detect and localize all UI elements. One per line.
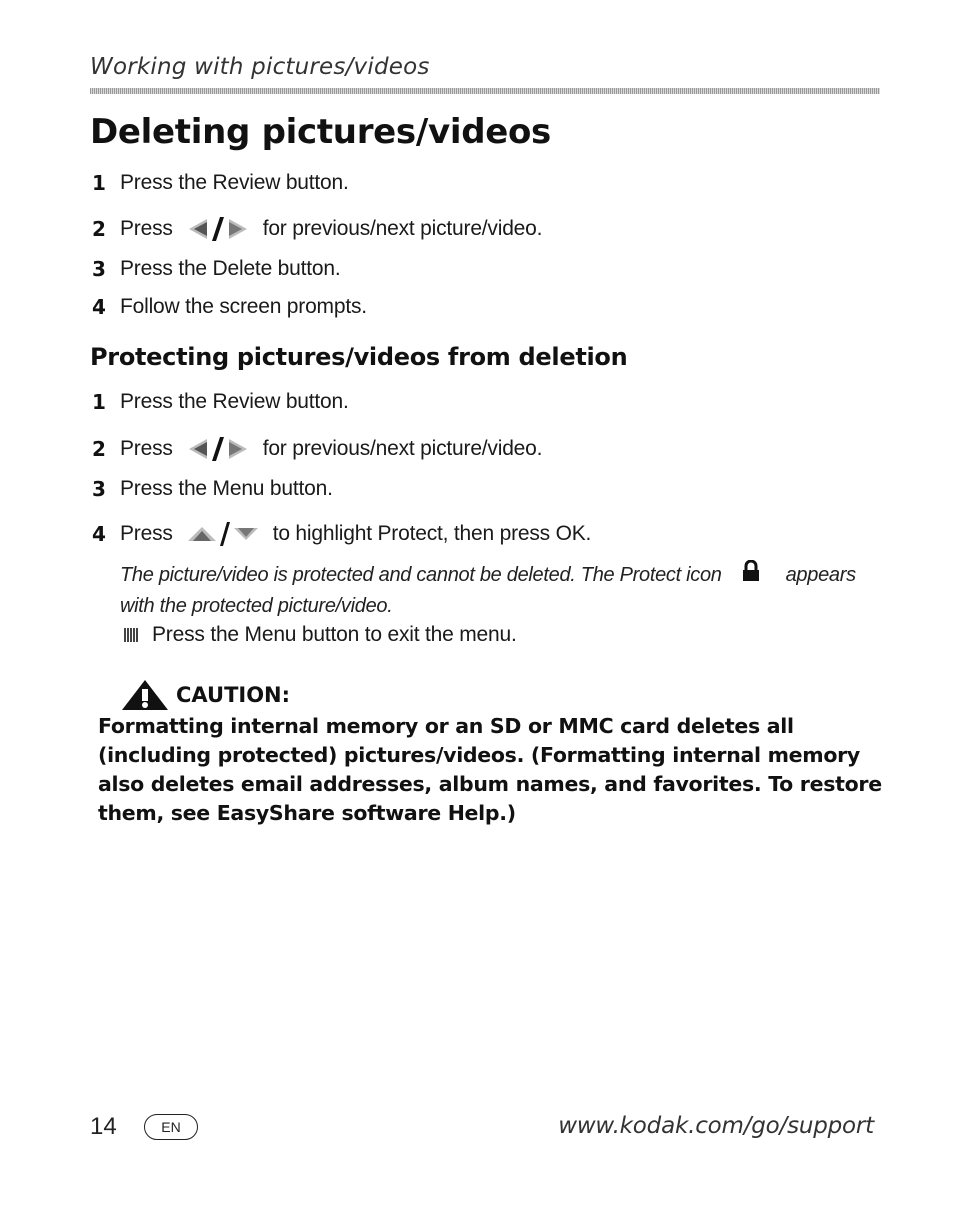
step-text-after: for previous/next picture/video.: [262, 437, 543, 460]
left-arrow-icon: [187, 217, 209, 241]
right-arrow-icon: [227, 217, 249, 241]
slash-icon: [219, 521, 231, 547]
step-text-before: Press: [120, 522, 173, 545]
step-number: 4: [92, 295, 106, 319]
page-title: Deleting pictures/videos: [90, 112, 551, 152]
protect-step-3: [92, 474, 333, 504]
protect-step-4: [92, 519, 591, 549]
header-rule: [90, 88, 880, 94]
step-text: Press the Menu button.: [120, 477, 333, 500]
caution-header: [120, 678, 290, 712]
step-number: 1: [92, 171, 106, 195]
slash-icon: [211, 216, 225, 242]
delete-step-3: [92, 254, 341, 284]
protect-step-2: [92, 434, 542, 464]
note-text-part1: The picture/video is protected and cannot be deleted. The Protect icon: [120, 564, 722, 586]
note-text-part2: appears with the protected picture/video.: [120, 564, 856, 618]
section-header: Working with pictures/videos: [90, 54, 430, 80]
bullet-icon: [124, 628, 138, 642]
up-arrow-icon: [187, 526, 217, 542]
up-down-arrows-icon: [187, 521, 259, 547]
left-right-arrows-icon: [187, 436, 249, 462]
section-title-protecting: Protecting pictures/videos from deletion: [90, 343, 628, 371]
left-arrow-icon: [187, 437, 209, 461]
page-number: 14: [90, 1113, 117, 1140]
step-number: 3: [92, 477, 106, 501]
bullet-text: Press the Menu button to exit the menu.: [152, 623, 517, 646]
language-badge: EN: [144, 1114, 198, 1140]
caution-heading: CAUTION:: [176, 683, 291, 707]
bullet-item: [120, 623, 517, 647]
support-url: www.kodak.com/go/support: [558, 1113, 874, 1139]
step-text: Follow the screen prompts.: [120, 295, 367, 318]
lock-icon: [742, 560, 760, 591]
step-number: 1: [92, 390, 106, 414]
step-number: 2: [92, 217, 106, 241]
left-right-arrows-icon: [187, 216, 249, 242]
slash-icon: [211, 436, 225, 462]
delete-step-1: [92, 168, 349, 198]
step-number: 2: [92, 437, 106, 461]
step-number: 3: [92, 257, 106, 281]
delete-step-4: [92, 292, 367, 322]
down-arrow-icon: [233, 527, 259, 541]
step-number: 4: [92, 522, 106, 546]
step-text: Press the Review button.: [120, 390, 349, 413]
warning-icon: [120, 678, 170, 712]
protect-step-1: [92, 387, 349, 417]
step-text: Press the Review button.: [120, 171, 349, 194]
step-text-before: Press: [120, 217, 173, 240]
step-text: Press the Delete button.: [120, 257, 341, 280]
step-text-after: to highlight Protect, then press OK.: [272, 522, 592, 545]
right-arrow-icon: [227, 437, 249, 461]
protect-note: [120, 560, 880, 621]
caution-text: Formatting internal memory or an SD or MMC card deletes all (including protected) pictures/videos. (Formatting internal memory also deletes email addresses, album names, and favorites. To restore them, see EasyShare software Help.): [98, 714, 882, 825]
step-text-after: for previous/next picture/video.: [262, 217, 543, 240]
step-text-before: Press: [120, 437, 173, 460]
delete-step-2: [92, 214, 542, 244]
